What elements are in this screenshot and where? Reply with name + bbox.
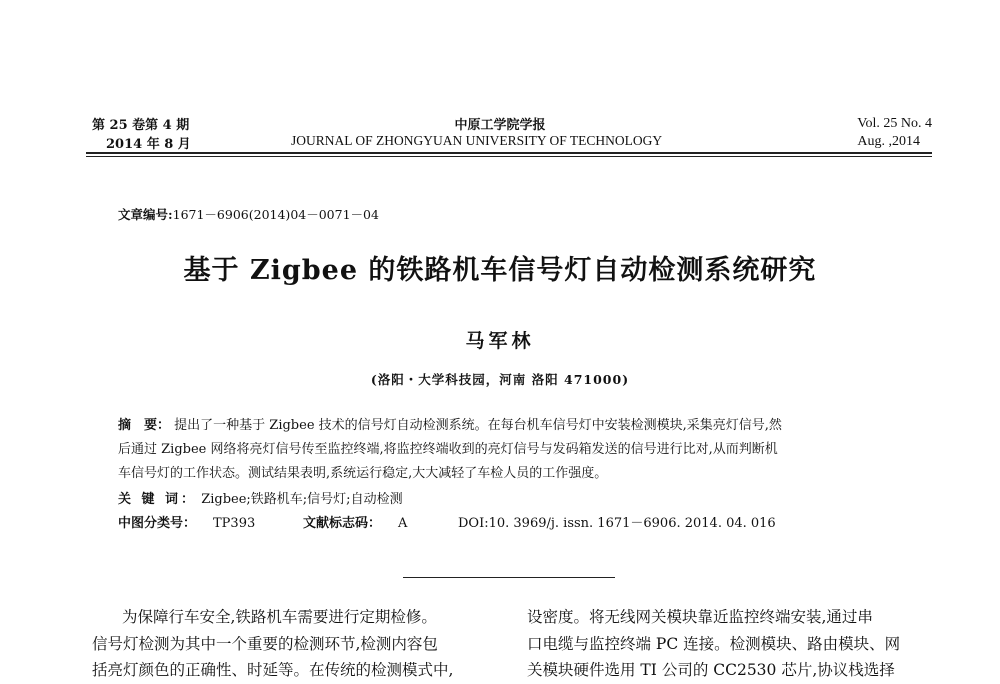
abstract-line (118, 416, 782, 436)
keywords-line (118, 488, 403, 507)
clc-label: 中图分类号： (118, 516, 197, 531)
volume-issue-cn: 第 25 卷第 4 期 (92, 118, 190, 133)
abstract-label: 摘 要： (118, 418, 171, 433)
doc-code-value: A (398, 516, 408, 531)
abstract-line: 车信号灯的工作状态。测试结果表明,系统运行稳定,大大减轻了车检人员的工作强度。 (118, 466, 608, 481)
article-number-label: 文章编号: (118, 207, 173, 222)
journal-name-cn: 中原工学院学报 (454, 118, 546, 133)
paper-title: 基于 Zigbee 的铁路机车信号灯自动检测系统研究 (183, 255, 817, 286)
doc-code-label: 文献标志码： (303, 516, 382, 531)
section-separator (403, 577, 615, 578)
body-text-line: 为保障行车安全,铁路机车需要进行定期检修。 (122, 608, 437, 626)
body-text-line: 关模块硬件选用 TI 公司的 CC2530 芯片,协议栈选择 (527, 661, 895, 679)
clc-value: TP393 (213, 516, 256, 531)
author-name: 马军林 (465, 330, 535, 352)
keywords-label: 关 键 词： (118, 492, 198, 507)
publish-date-en: Aug. ,2014 (857, 134, 920, 149)
publish-date-cn: 2014 年 8 月 (106, 137, 191, 152)
keywords-value: Zigbee;铁路机车;信号灯;自动检测 (201, 492, 403, 507)
abstract-line: 后通过 Zigbee 网络将亮灯信号传至监控终端,将监控终端收到的亮灯信号与发码箱发送的信号进行比对,从而判断机 (118, 442, 778, 457)
doi: DOI:10. 3969/j. issn. 1671－6906. 2014. 04. 016 (458, 516, 776, 531)
body-text-line: 口电缆与监控终端 PC 连接。检测模块、路由模块、网 (527, 635, 901, 653)
journal-name-en: JOURNAL OF ZHONGYUAN UNIVERSITY OF TECHNOLOGY (291, 133, 663, 148)
body-text-line: 信号灯检测为其中一个重要的检测环节,检测内容包 (92, 635, 438, 653)
article-number-value: 1671－6906(2014)04－0071－04 (172, 207, 379, 222)
header-rule (86, 152, 932, 157)
author-affiliation: (洛阳・大学科技园，河南 洛阳 471000) (370, 372, 630, 387)
article-number (118, 205, 379, 223)
body-text-line: 括亮灯颜色的正确性、时延等。在传统的检测模式中, (92, 661, 454, 679)
abstract-text: 提出了一种基于 Zigbee 技术的信号灯自动检测系统。在每台机车信号灯中安装检测模块,采集亮灯信号,然 (174, 418, 782, 433)
body-text-line: 设密度。将无线网关模块靠近监控终端安装,通过串 (527, 608, 873, 626)
volume-issue-en: Vol. 25 No. 4 (857, 116, 932, 131)
classification-line (118, 512, 776, 531)
